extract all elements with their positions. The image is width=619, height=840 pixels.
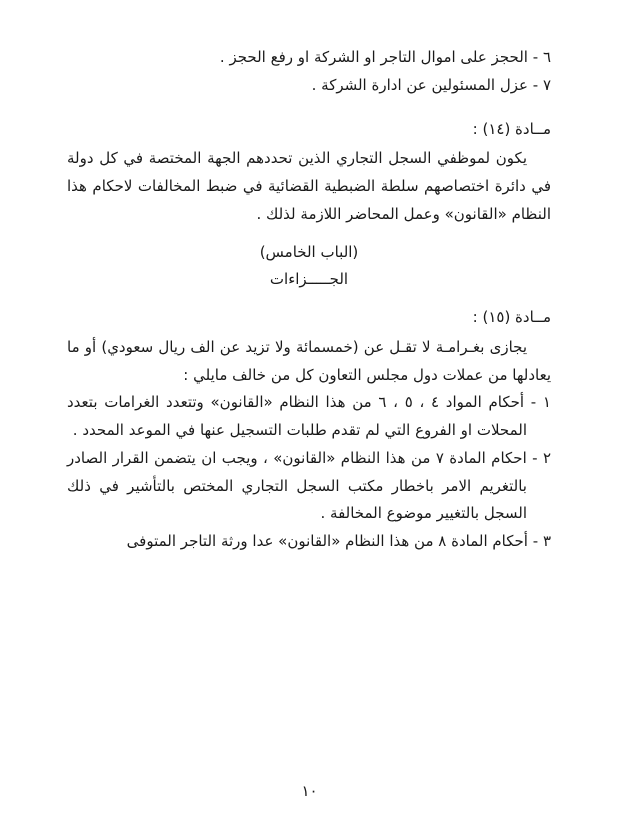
top-numbered-list <box>67 44 551 100</box>
chapter-subheading: الجـــــزاءات <box>269 270 349 289</box>
article-14-heading: مــادة (١٤) : <box>472 119 551 138</box>
chapter-heading: (الباب الخامس) <box>259 242 359 261</box>
article-14-body: يكون لموظفي السجل التجاري الذين تحددهم الجهة المختصة في كل دولة في دائرة اختصاصهم سلطة الضبطية القضائية في ضبط المخالفات لاحكام هذا النظام «القانون» وعمل المحاضر اللازمة لذلك . <box>67 149 551 223</box>
penalty-item-1: ١ - أحكام المواد ٤ ، ٥ ، ٦ من هذا النظام «القانون» وتتعدد الغرامات بتعدد المحلات او الفروع التي لم تقدم طلبات التسجيل عنها في الموعد المحدد . <box>67 393 551 439</box>
document-page <box>67 44 551 556</box>
penalty-item-2: ٢ - احكام المادة ٧ من هذا النظام «القانون» ، ويجب ان يتضمن القرار الصادر بالتغريم الامر باخطار مكتب السجل التجاري المختص بالتأشير في ذلك السجل بالتغيير موضوع المخالفة . <box>67 448 551 523</box>
penalty-item-3: ٣ - أحكام المادة ٨ من هذا النظام «القانون» عدا ورثة التاجر المتوفى <box>126 532 551 550</box>
list-item-6: ٦ - الحجز على اموال التاجر او الشركة او رفع الحجز . <box>219 48 551 66</box>
chapter-block <box>67 239 551 295</box>
page-number: ١٠ <box>301 782 318 800</box>
article-15-body: يجازى بغـرامـة لا تقـل عن (خمسمائة ولا تزيد عن الف ريال سعودي) أو ما يعادلها من عملات دول مجلس التعاون كل من خالف مايلي : <box>67 337 551 384</box>
list-item-7: ٧ - عزل المسئولين عن ادارة الشركة . <box>311 75 551 94</box>
article-15-heading: مــادة (١٥) : <box>472 308 551 326</box>
